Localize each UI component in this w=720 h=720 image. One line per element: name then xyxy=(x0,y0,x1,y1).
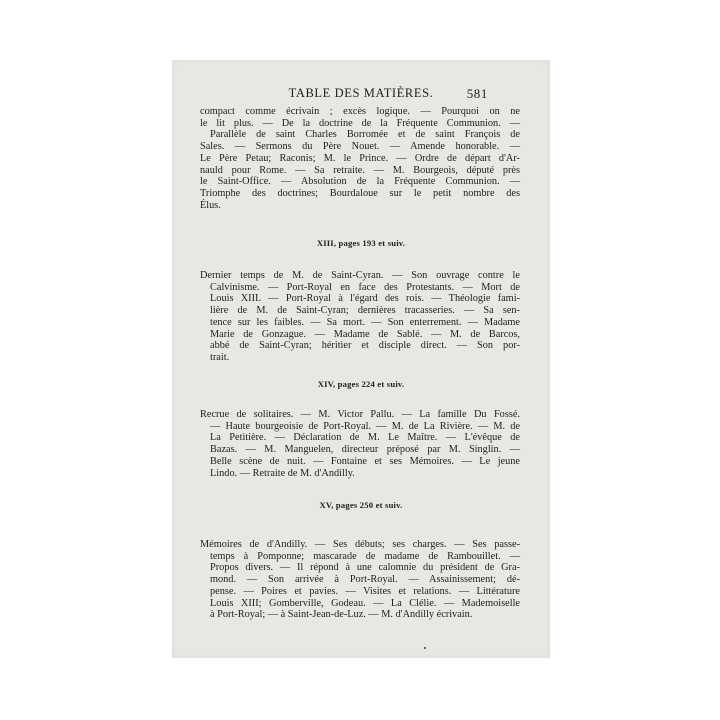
text-line: Louis XIII; Gomberville, Godeau. — La Clélie. — Mademoiselle xyxy=(210,597,520,609)
text-line: à Port-Royal; — à Saint-Jean-de-Luz. — M. d'Andilly écrivain. xyxy=(210,609,473,621)
text-line: lière de M. de Saint-Cyran; dernières tracasseries. — Sa sen- xyxy=(210,305,520,317)
text-line: le Saint-Office. — Absolution de la Fréquente Communion. — xyxy=(200,176,520,188)
text-line: Parallèle de saint Charles Borromée et de saint François de xyxy=(210,129,520,141)
text-line: compact comme écrivain ; excès logique. — Pourquoi on ne xyxy=(200,106,520,117)
text-line: Bazas. — M. Manguelen, directeur préposé par M. Singlin. — xyxy=(210,444,520,456)
text-line: abbé de Saint-Cyran; héritier et disciple direct. — Son por- xyxy=(210,340,520,352)
text-line: Triomphe des doctrines; Bourdaloue sur le petit nombre des xyxy=(200,187,520,199)
text-line: Sales. — Sermons du Père Nouet. — Amende honorable. — xyxy=(200,141,520,153)
chapter-summary-xiv xyxy=(200,409,520,479)
text-line: temps à Pomponne; mascarade de madame de Rambouillet. — xyxy=(210,550,520,562)
text-line: La Petitière. — Déclaration de M. Le Maître. — L'évêque de xyxy=(210,432,520,444)
text-line: Recrue de solitaires. — M. Victor Pallu. — La famille Du Fossé. xyxy=(200,409,520,420)
text-line: Lindo. — Retraite de M. d'Andilly. xyxy=(210,467,355,479)
running-title: TABLE DES MATIÈRES. xyxy=(288,86,434,100)
chapter-heading-xiv: XIV, pages 224 et suiv. xyxy=(317,379,405,389)
ink-speck xyxy=(424,647,426,649)
text-line: pense. — Poires et pavies. — Visites et relations. — Littérature xyxy=(210,585,520,597)
chapter-heading-xv: XV, pages 250 et suiv. xyxy=(319,500,403,510)
text-line: Marie de Gonzague. — Madame de Sablé. — M. de Barcos, xyxy=(210,328,520,340)
text-line: Belle scène de nuit. — Fontaine et ses Mémoires. — Le jeune xyxy=(210,455,520,467)
chapter-summary-xv xyxy=(200,539,520,621)
text-line: Dernier temps de M. de Saint-Cyran. — Son ouvrage contre le xyxy=(200,270,520,281)
chapter-summary-xiii xyxy=(200,270,520,364)
chapter-heading-xiii: XIII, pages 193 et suiv. xyxy=(316,238,406,248)
book-page xyxy=(172,60,550,658)
text-line: Propos divers. — Il répond à une calomnie du président de Gra- xyxy=(210,562,520,574)
text-line: nauld pour Rome. — Sa retraite. — M. Bourgeois, député près xyxy=(200,164,520,176)
text-line: Élus. xyxy=(200,199,221,211)
page-header xyxy=(172,86,550,102)
text-line: Louis XIII. — Port-Royal à l'égard des rois. — Théologie fami- xyxy=(210,293,520,305)
page-number: 581 xyxy=(466,86,488,101)
text-line: Le Père Petau; Raconis; M. le Prince. — Ordre de départ d'Ar- xyxy=(200,152,520,164)
text-line: Mémoires de d'Andilly. — Ses débuts; ses charges. — Ses passe- xyxy=(200,539,520,550)
text-line: Calvinisme. — Port-Royal en face des Protestants. — Mort de xyxy=(210,281,520,293)
text-line: mond. — Son arrivée à Port-Royal. — Assainissement; dé- xyxy=(210,574,520,586)
text-line: trait. xyxy=(210,351,230,363)
text-line: — Haute bourgeoisie de Port-Royal. — M. de La Rivière. — M. de xyxy=(210,420,520,432)
continuation-paragraph xyxy=(200,106,520,211)
text-line: tence sur les faibles. — Sa mort. — Son enterrement. — Madame xyxy=(210,316,520,328)
text-line: le lit plus. — De la doctrine de la Fréquente Communion. — xyxy=(200,117,520,129)
